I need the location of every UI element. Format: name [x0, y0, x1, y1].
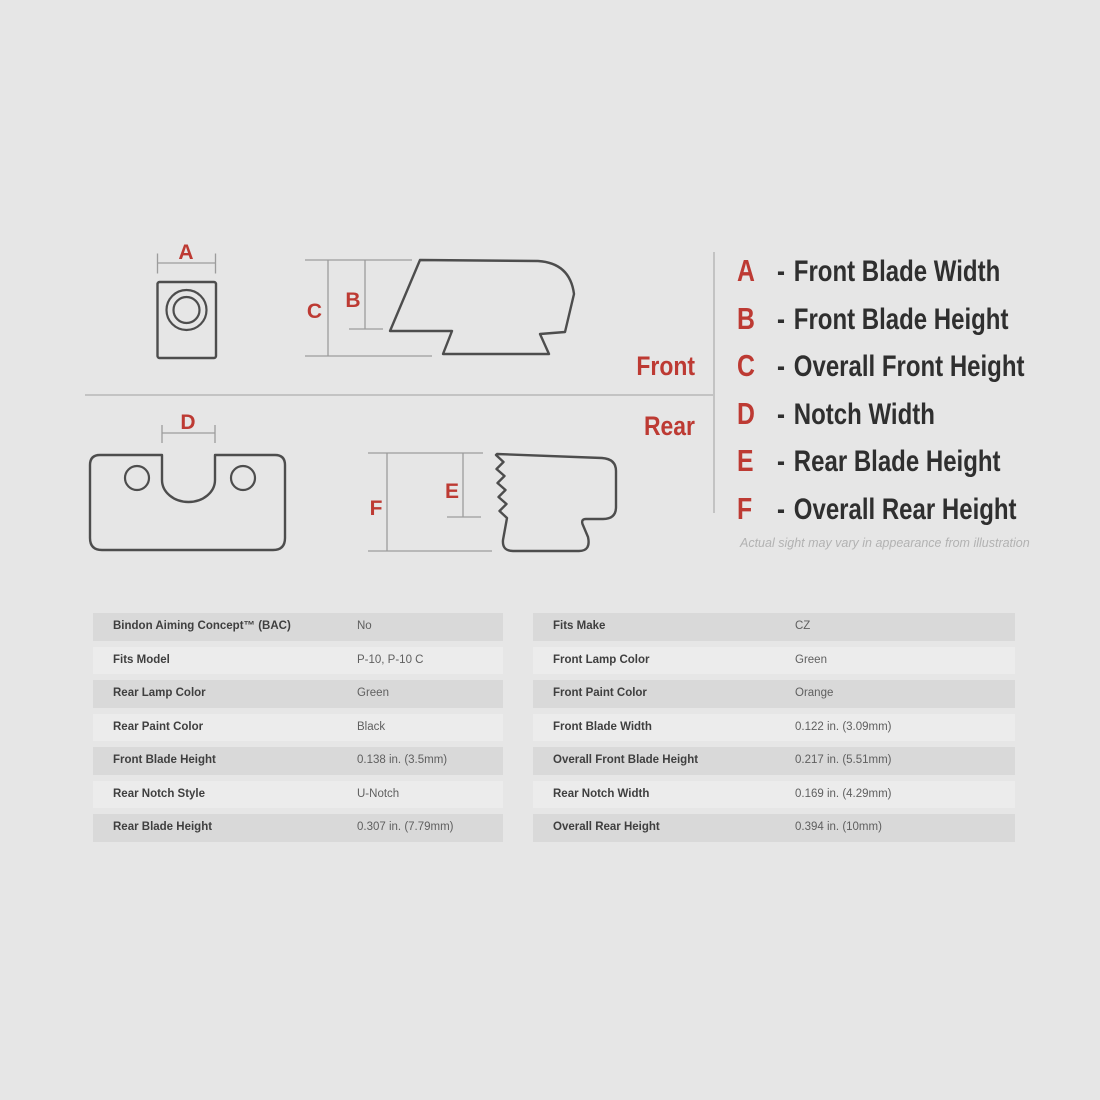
legend-letter: F	[737, 491, 753, 526]
spec-value: Orange	[795, 687, 834, 699]
front-sight-front-view	[158, 282, 217, 358]
table-row	[533, 613, 1015, 641]
spec-label: Front Lamp Color	[553, 653, 650, 666]
rear-lamp-right	[231, 466, 255, 490]
legend-description: Rear Blade Height	[793, 445, 1001, 479]
front-section-label: Front	[636, 351, 695, 381]
dim-e-f-lines	[368, 453, 492, 551]
legend-dash: -	[777, 445, 785, 479]
spec-value: CZ	[795, 620, 811, 632]
rear-lamp-left	[125, 466, 149, 490]
table-row	[533, 647, 1015, 675]
spec-label: Fits Model	[113, 653, 170, 666]
legend-letter: D	[737, 395, 755, 431]
spec-value: Green	[357, 687, 389, 699]
spec-table-left	[93, 613, 503, 848]
legend-divider-line	[713, 252, 715, 513]
legend-dash: -	[777, 302, 785, 336]
spec-value: Black	[357, 720, 386, 733]
spec-label: Front Blade Width	[553, 720, 652, 733]
spec-label: Front Paint Color	[553, 687, 647, 699]
table-row	[533, 781, 1015, 809]
legend-dash: -	[777, 493, 785, 526]
front-sight-profile-outline	[390, 260, 574, 354]
dim-letter-c: C	[306, 300, 322, 323]
table-row	[93, 747, 503, 775]
disclaimer-text: Actual sight may vary in appearance from illustration	[740, 536, 1030, 550]
spec-label: Rear Lamp Color	[113, 687, 206, 699]
front-rear-divider-line	[85, 394, 713, 396]
spec-value: 0.169 in. (4.29mm)	[795, 787, 892, 800]
rear-sight-rear-view-outline	[90, 455, 285, 550]
spec-label: Overall Rear Height	[553, 821, 660, 833]
spec-value: No	[357, 620, 372, 632]
front-blade-outline	[158, 282, 217, 358]
table-row	[533, 714, 1015, 742]
legend-description: Front Blade Width	[793, 255, 1001, 288]
dim-letter-f: F	[369, 497, 383, 520]
legend-description: Notch Width	[793, 397, 935, 431]
legend-row	[737, 253, 1000, 289]
spec-label: Fits Make	[553, 620, 606, 632]
legend-description: Overall Front Height	[793, 350, 1025, 384]
rear-sight-profile-outline	[496, 454, 616, 551]
rear-section-label: Rear	[643, 411, 695, 441]
table-row	[93, 714, 503, 742]
spec-value: U-Notch	[357, 787, 400, 800]
spec-value: P-10, P-10 C	[357, 653, 424, 666]
table-row	[93, 680, 503, 708]
spec-label: Front Blade Height	[113, 754, 216, 766]
table-row	[93, 781, 503, 809]
dimension-legend	[737, 253, 1067, 543]
spec-value: Green	[795, 653, 827, 666]
spec-label: Overall Front Blade Height	[553, 754, 699, 766]
table-row	[93, 613, 503, 641]
legend-row	[737, 396, 935, 432]
table-row	[93, 814, 503, 842]
spec-table-right	[533, 613, 1015, 848]
dim-letter-d: D	[180, 411, 196, 434]
spec-label: Bindon Aiming Concept™ (BAC)	[113, 620, 291, 632]
spec-value: 0.138 in. (3.5mm)	[357, 754, 448, 766]
legend-dash: -	[777, 350, 785, 384]
table-row	[533, 747, 1015, 775]
spec-label: Rear Notch Width	[553, 787, 650, 800]
legend-letter: A	[737, 253, 755, 288]
dim-letter-a: A	[178, 241, 194, 264]
spec-label: Rear Notch Style	[113, 787, 206, 800]
legend-dash: -	[777, 255, 785, 288]
spec-value: 0.307 in. (7.79mm)	[357, 821, 454, 833]
legend-letter: C	[737, 348, 755, 384]
legend-letter: E	[737, 443, 754, 479]
front-lamp-inner-ring	[174, 297, 200, 323]
spec-value: 0.394 in. (10mm)	[795, 821, 882, 833]
legend-row	[737, 301, 1008, 337]
table-row	[533, 814, 1015, 842]
spec-label: Rear Paint Color	[113, 720, 204, 733]
dim-letter-e: E	[444, 480, 460, 503]
spec-label: Rear Blade Height	[113, 821, 213, 833]
spec-value: 0.122 in. (3.09mm)	[795, 720, 892, 733]
spec-value: 0.217 in. (5.51mm)	[795, 754, 892, 766]
table-row	[93, 647, 503, 675]
legend-description: Front Blade Height	[793, 302, 1009, 336]
legend-letter: B	[737, 300, 755, 336]
legend-row	[737, 491, 1017, 527]
dim-letter-b: B	[345, 289, 361, 312]
legend-dash: -	[777, 397, 785, 431]
legend-row	[737, 348, 1025, 384]
legend-row	[737, 443, 1001, 479]
table-row	[533, 680, 1015, 708]
legend-description: Overall Rear Height	[793, 493, 1017, 526]
